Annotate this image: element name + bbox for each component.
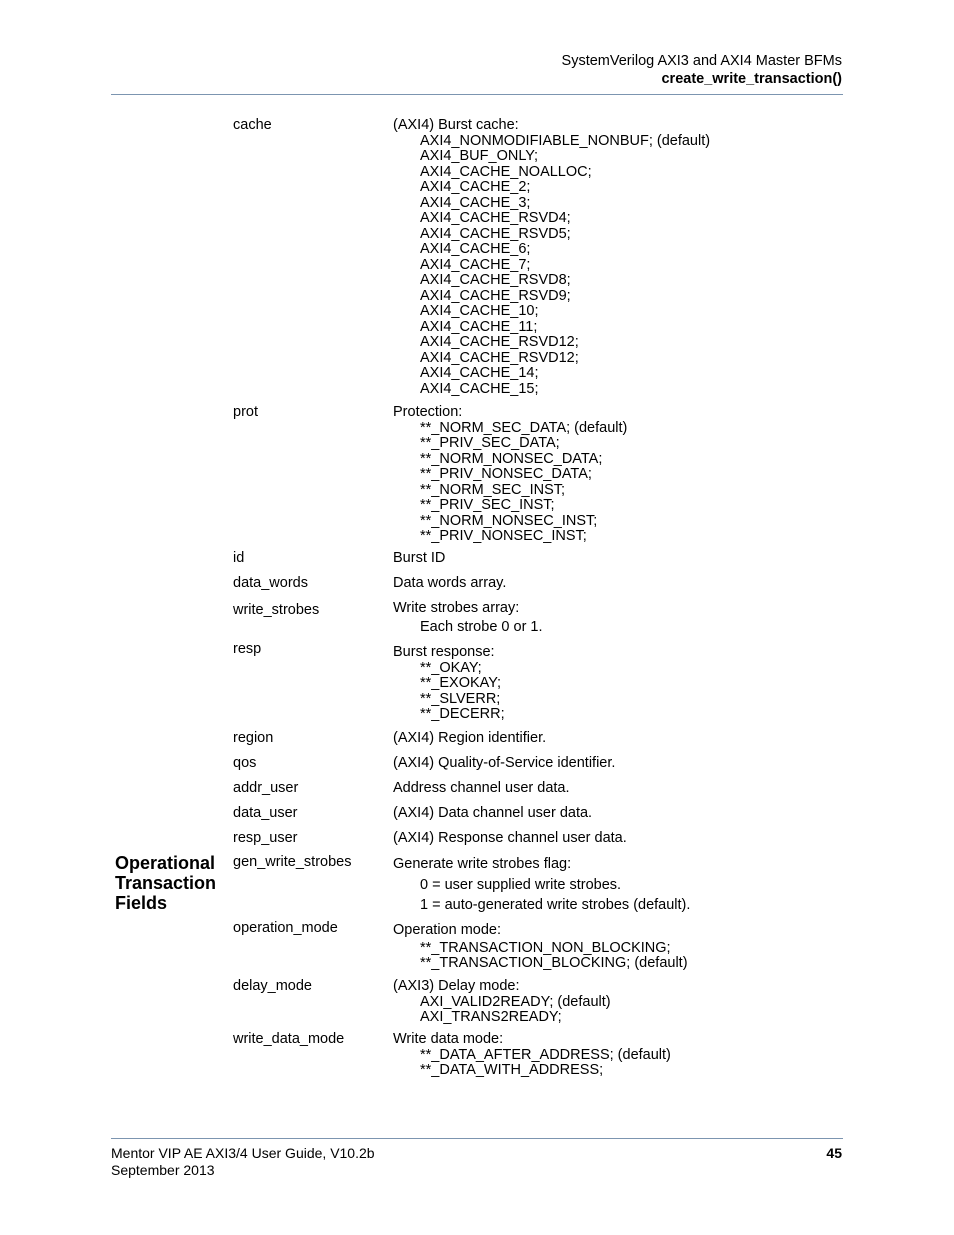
field-description: Write strobes array: Each strobe 0 or 1. [393, 601, 954, 635]
table-row [0, 921, 954, 979]
field-name: write_data_mode [233, 1031, 345, 1047]
field-description: (AXI4) Data channel user data. [393, 805, 593, 821]
table-row [0, 642, 954, 731]
table-row [0, 806, 954, 831]
field-name: data_words [233, 575, 308, 591]
field-name: prot [233, 404, 258, 420]
field-values: AXI4_NONMODIFIABLE_NONBUF; (default) AXI4_BUF_ONLY; AXI4_CACHE_NOALLOC; AXI4_CACHE_2; AXI4_CACHE_3; AXI4_CACHE_RSVD4; AXI4_CACHE_RSVD5; AXI4_CACHE_6; AXI4_CACHE_7; AXI4_CACHE_RSVD8; AXI4_CACHE_RSVD9; AXI4_CACHE_10; AXI4_CACHE_11; AXI4_CACHE_RSVD12; AXI4_CACHE_RSVD12; AXI4_CACHE_14; AXI4_CACHE_15; [420, 132, 711, 397]
table-row [0, 601, 954, 642]
field-values: 0 = user supplied write strobes. 1 = auto-generated write strobes (default). [420, 876, 691, 913]
table-row [0, 1032, 954, 1082]
page-footer [111, 1145, 375, 1179]
field-name: id [233, 550, 245, 566]
field-name: resp_user [233, 830, 298, 846]
table-row [0, 731, 954, 756]
field-description: (AXI3) Delay mode: AXI_VALID2READY; (default) AXI_TRANS2READY; [393, 979, 954, 1026]
field-description: (AXI4) Response channel user data. [393, 830, 627, 846]
field-values: AXI_VALID2READY; (default) AXI_TRANS2READY; [420, 993, 611, 1025]
footer-date: September 2013 [111, 1162, 215, 1178]
table-row [0, 756, 954, 781]
page-header [562, 52, 842, 88]
table-row [0, 551, 954, 576]
field-description: (AXI4) Region identifier. [393, 730, 547, 746]
header-title: SystemVerilog AXI3 and AXI4 Master BFMs [561, 53, 842, 69]
table-row [0, 979, 954, 1032]
field-name: data_user [233, 805, 298, 821]
field-table [0, 118, 954, 1082]
field-values: **_TRANSACTION_NON_BLOCKING; **_TRANSACTION_BLOCKING; (default) [420, 939, 688, 971]
field-values: **_OKAY; **_EXOKAY; **_SLVERR; **_DECERR; [420, 659, 505, 722]
table-row [0, 855, 954, 921]
field-name: gen_write_strobes [233, 854, 352, 870]
table-row [0, 118, 954, 405]
field-description: Write data mode: **_DATA_AFTER_ADDRESS; (default) **_DATA_WITH_ADDRESS; [393, 1032, 954, 1079]
header-divider [111, 94, 843, 95]
field-name: operation_mode [233, 920, 338, 936]
header-subtitle: create_write_transaction() [661, 71, 842, 87]
field-name: qos [233, 755, 257, 771]
field-values: Each strobe 0 or 1. [420, 618, 543, 635]
page-number: 45 [826, 1145, 842, 1161]
table-row [0, 405, 954, 551]
table-row [0, 781, 954, 806]
section-label-operational-transaction-fields: Operational Transaction Fields [115, 853, 217, 913]
field-name: delay_mode [233, 978, 312, 994]
field-description: Address channel user data. [393, 780, 570, 796]
field-description: (AXI4) Quality-of-Service identifier. [393, 755, 616, 771]
field-description: Operation mode: **_TRANSACTION_NON_BLOCKING; **_TRANSACTION_BLOCKING; (default) [393, 921, 954, 972]
table-row [0, 831, 954, 855]
field-values: **_DATA_AFTER_ADDRESS; (default) **_DATA_WITH_ADDRESS; [420, 1046, 671, 1078]
field-name: region [233, 730, 274, 746]
field-description: Generate write strobes flag: 0 = user supplied write strobes. 1 = auto-generated write strobes (default). [393, 855, 954, 915]
footer-guide-title: Mentor VIP AE AXI3/4 User Guide, V10.2b [111, 1145, 375, 1161]
footer-divider [111, 1138, 843, 1139]
field-description: Protection: **_NORM_SEC_DATA; (default) **_PRIV_SEC_DATA; **_NORM_NONSEC_DATA; **_PRIV_NONSEC_DATA; **_NORM_SEC_INST; **_PRIV_SEC_INST; **_NORM_NONSEC_INST; **_PRIV_NONSEC_INST; [393, 405, 954, 545]
field-values: **_NORM_SEC_DATA; (default) **_PRIV_SEC_DATA; **_NORM_NONSEC_DATA; **_PRIV_NONSEC_DATA; **_NORM_SEC_INST; **_PRIV_SEC_INST; **_NORM_NONSEC_INST; **_PRIV_NONSEC_INST; [420, 419, 628, 544]
field-description: Burst response: **_OKAY; **_EXOKAY; **_SLVERR; **_DECERR; [393, 642, 954, 723]
field-description: Burst ID [393, 550, 446, 566]
field-name: addr_user [233, 780, 299, 796]
field-description: (AXI4) Burst cache: AXI4_NONMODIFIABLE_NONBUF; (default) AXI4_BUF_ONLY; AXI4_CACHE_NOALLOC; AXI4_CACHE_2; AXI4_CACHE_3; AXI4_CACHE_RSVD4; AXI4_CACHE_RSVD5; AXI4_CACHE_6; AXI4_CACHE_7; AXI4_CACHE_RSVD8; AXI4_CACHE_RSVD9; AXI4_CACHE_10; AXI4_CACHE_11; AXI4_CACHE_RSVD12; AXI4_CACHE_RSVD12; AXI4_CACHE_14; AXI4_CACHE_15; [393, 118, 954, 397]
field-name: cache [233, 117, 272, 133]
field-description: Data words array. [393, 575, 507, 591]
field-name: resp [233, 641, 262, 657]
field-name: write_strobes [233, 602, 320, 618]
table-row [0, 576, 954, 601]
